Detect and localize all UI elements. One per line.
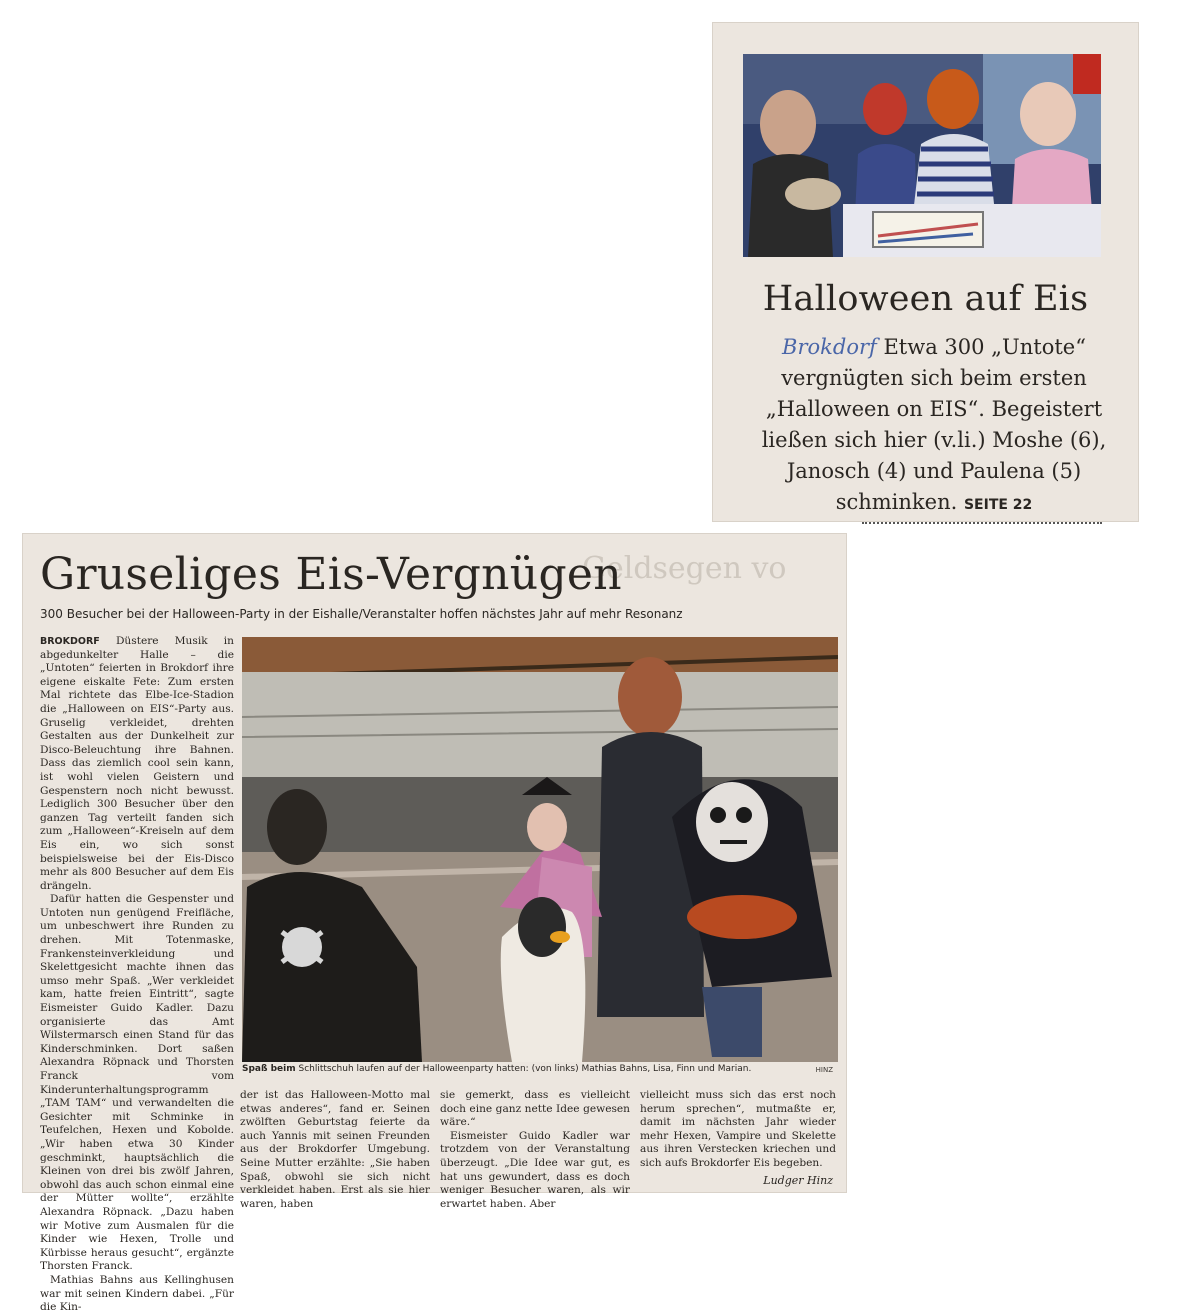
paragraph-6: Eismeister Guido Kadler war trotzdem von der Veranstaltung überzeugt. „Die Idee war gut, es hat uns gewundert, dass es doch weniger Besucher waren, als wir erwartet haben. Aber — [440, 1129, 630, 1210]
paragraph-3: Mathias Bahns aus Kellinghusen war mit seinen Kindern dabei. „Für die Kin- — [40, 1273, 234, 1314]
article-clipping — [22, 533, 847, 1314]
bleed-through-text: Geldsegen vo — [582, 551, 787, 586]
article-column-2 — [240, 1089, 430, 1211]
author-byline: Ludger Hinz — [763, 1174, 833, 1187]
paragraph-1: Düstere Musik in abgedunkelter Halle – die „Untoten“ feierten in Brokdorf ihre eigene eiskalte Fete: Zum ersten Mal richtete das Elbe-Ice-Stadion die „Halloween on EIS“-Party aus. Gruselig verkleidet, drehten Gestalten aus der Dunkelheit zur Disco-Beleuchtung ihre Bahnen. Dass das ziemlich cool sein kann, ist wohl vielen Geistern und Gespenstern noch nicht bewusst. Lediglich 300 Besucher über den ganzen Tag verteilt fanden sich zum „Halloween“-Kreiseln auf dem Eis ein, wo sich sonst beispielsweise bei der Eis-Disco mehr als 800 Besucher auf dem Eis drängeln. — [40, 635, 234, 892]
teaser-place: Brokdorf — [782, 335, 877, 359]
article-column-3 — [440, 1089, 630, 1211]
paragraph-4: der ist das Halloween-Motto mal etwas anderes“, fand er. Seinen zwölften Geburtstag feierte da auch Yannis mit seinen Freunden aus der Brokdorfer Umgebung. Seine Mutter erzählte: „Sie haben Spaß, obwohl sie sich nicht verkleidet haben. Erst als sie hier waren, haben — [240, 1089, 430, 1210]
dotted-divider — [862, 522, 1102, 524]
article-column-1 — [40, 635, 234, 1315]
caption-text: Schlittschuh laufen auf der Halloweenparty hatten: (von links) Mathias Bahns, Lisa, Finn und Marian. — [298, 1064, 752, 1074]
ice-rink-photo — [242, 637, 838, 1062]
teaser-clipping — [712, 22, 1139, 522]
teaser-headline: Halloween auf Eis — [762, 279, 1089, 319]
photo-caption — [242, 1064, 838, 1074]
paragraph-2: Dafür hatten die Gespenster und Untoten nun genügend Freifläche, um unbeschwert ihre Runden zu drehen. Mit Totenmaske, Frankensteinverkleidung und Skelettgesicht machte ihnen das umso mehr Spaß. „Wer verkleidet kam, hatte freien Eintritt“, sagte Eismeister Guido Kadler. Dazu organisierte das Amt Wilstermarsch einen Stand für das Kinderschminken. Dort saßen Alexandra Röpnack und Thorsten Franck vom Kinderunterhaltungsprogramm „TAM TAM“ und verwandelten die Gesichter mit Schminke in Teufelchen, Hexen und Kobolde. „Wir haben etwa 30 Kinder geschminkt, hauptsächlich die Kleinen von drei bis zwölf Jahren, obwohl das auch schon einmal eine der Mütter wollte“, erzählte Alexandra Röpnack. „Dazu haben wir Motive zum Ausmalen für die Kinder wie Hexen, Trolle und Kürbisse heraus gesucht“, ergänzte Thorsten Franck. — [40, 893, 234, 1273]
article-column-4 — [640, 1089, 836, 1171]
paragraph-5: sie gemerkt, dass es vielleicht doch eine ganz nette Idee gewesen wäre.“ — [440, 1089, 630, 1129]
caption-lead: Spaß beim — [242, 1064, 296, 1074]
teaser-body: Etwa 300 „Untote“ vergnügten sich beim ersten „Halloween on EIS“. Begeistert ließen sich hier (v.li.) Moshe (6), Janosch (4) und Paulena (5) schminken. — [761, 335, 1107, 514]
photo-credit: HINZ — [815, 1066, 833, 1074]
face-painting-photo — [743, 54, 1101, 257]
article-subheadline: 300 Besucher bei der Halloween-Party in der Eishalle/Veranstalter hoffen nächstes Jahr auf mehr Resonanz — [40, 607, 683, 621]
article-headline: Gruseliges Eis-Vergnügen — [40, 549, 622, 600]
article-dateline: BROKDORF — [40, 636, 100, 647]
teaser-text — [752, 332, 1116, 521]
teaser-page-ref: SEITE 22 — [963, 497, 1033, 513]
paragraph-7: vielleicht muss sich das erst noch herum sprechen“, mutmaßte er, damit im nächsten Jahr wieder mehr Hexen, Vampire und Skelette aus ihren Verstecken kriechen und sich aufs Brokdorfer Eis begeben. — [640, 1089, 836, 1169]
